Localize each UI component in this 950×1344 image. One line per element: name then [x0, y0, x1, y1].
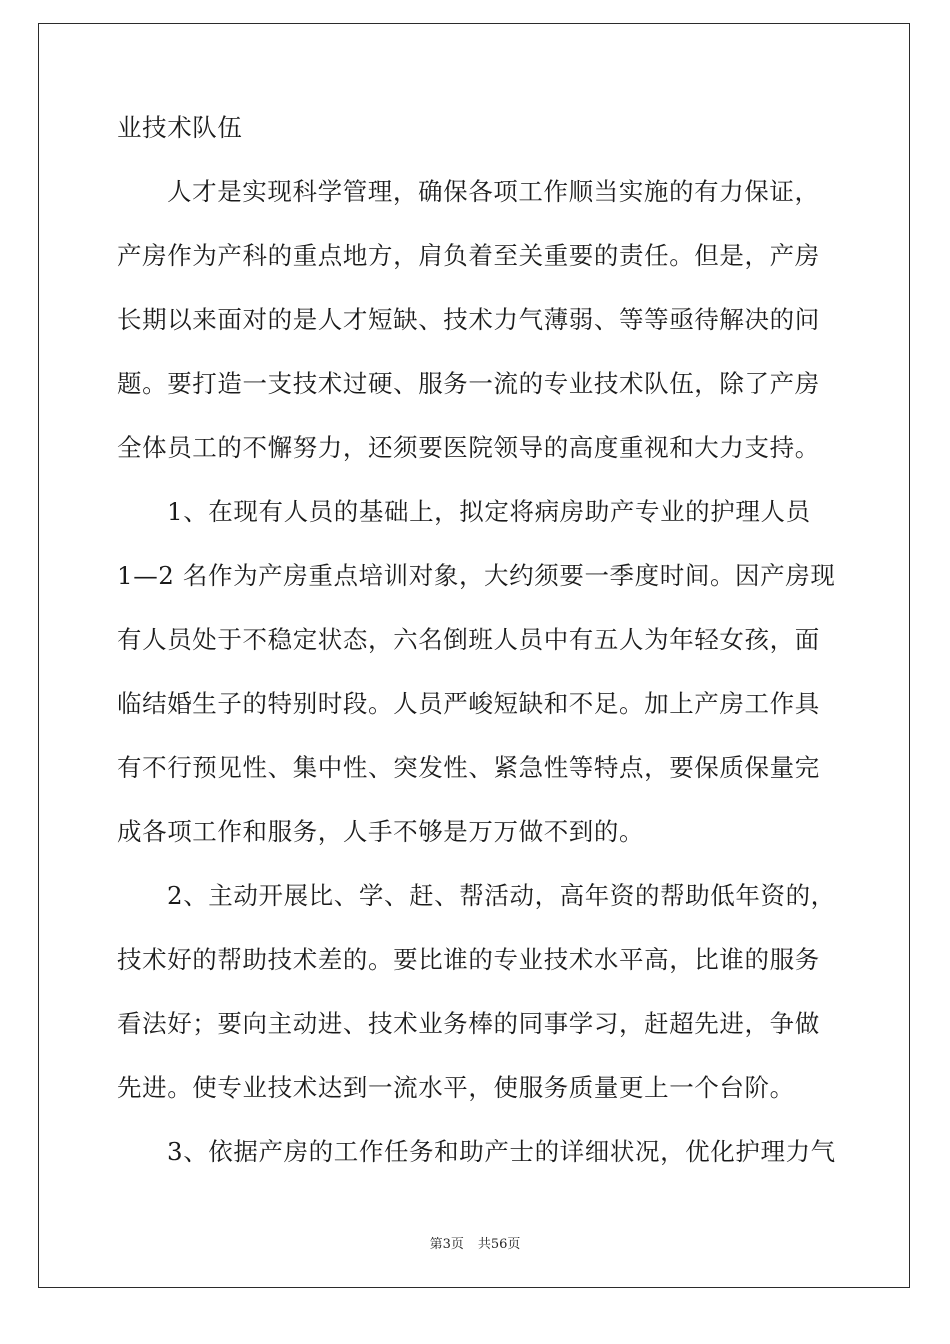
text-line: 全体员工的不懈努力，还须要医院领导的高度重视和大力支持。	[117, 433, 820, 462]
page-number: 第3页	[429, 1237, 464, 1252]
paragraph-start-line: 3、依据产房的工作任务和助产士的详细状况，优化护理力气	[167, 1137, 836, 1166]
text-line: 长期以来面对的是人才短缺、技术力气薄弱、等等亟待解决的问	[117, 305, 820, 334]
paragraph-start-line: 1、在现有人员的基础上，拟定将病房助产专业的护理人员	[167, 497, 811, 526]
paragraph-start-line: 人才是实现科学管理，确保各项工作顺当实施的有力保证，	[167, 177, 820, 206]
text-line: 临结婚生子的特别时段。人员严峻短缺和不足。加上产房工作具	[117, 689, 820, 718]
page-total: 共56页	[477, 1237, 521, 1252]
text-line: 产房作为产科的重点地方，肩负着至关重要的责任。但是，产房	[117, 241, 820, 270]
text-line: 有人员处于不稳定状态，六名倒班人员中有五人为年轻女孩，面	[117, 625, 820, 654]
page-footer	[0, 1233, 950, 1252]
text-line: 先进。使专业技术达到一流水平，使服务质量更上一个台阶。	[117, 1073, 795, 1102]
text-line: 业技术队伍	[117, 113, 243, 142]
paragraph-start-line: 2、主动开展比、学、赶、帮活动，高年资的帮助低年资的，	[167, 881, 836, 910]
document-body	[117, 100, 837, 1188]
text-line: 题。要打造一支技术过硬、服务一流的专业技术队伍，除了产房	[117, 369, 820, 398]
text-line: 技术好的帮助技术差的。要比谁的专业技术水平高，比谁的服务	[117, 945, 820, 974]
text-line: 有不行预见性、集中性、突发性、紧急性等特点，要保质保量完	[117, 753, 820, 782]
text-line: 成各项工作和服务，人手不够是万万做不到的。	[117, 817, 645, 846]
text-line: 看法好；要向主动进、技术业务棒的同事学习，赶超先进，争做	[117, 1009, 820, 1038]
text-line: 1—2 名作为产房重点培训对象，大约须要一季度时间。因产房现	[117, 561, 836, 590]
